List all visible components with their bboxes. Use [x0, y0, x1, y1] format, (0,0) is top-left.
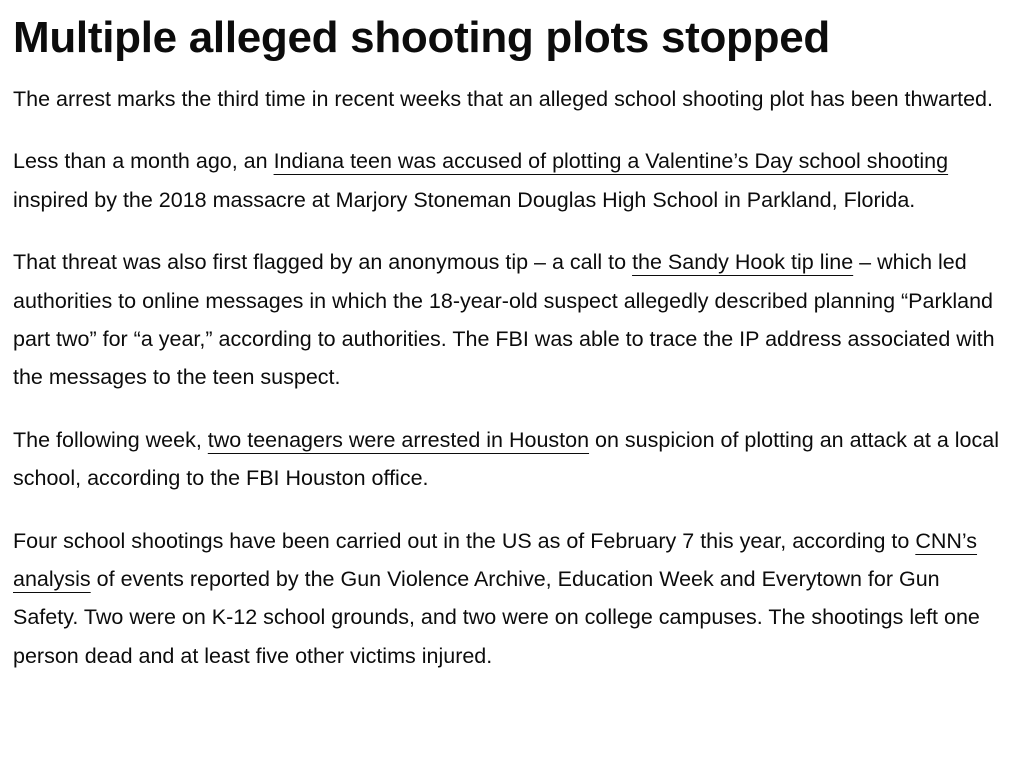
paragraph-text: of events reported by the Gun Violence Archive, Education Week and Everytown for Gun Safety. Two were on K-12 school grounds, and two were on college campuses. The shootings left one person dead and at least five other victims injured.	[13, 567, 980, 668]
paragraph-text: inspired by the 2018 massacre at Marjory Stoneman Douglas High School in Parkland, Florida.	[13, 187, 916, 212]
paragraph-text: Less than a month ago, an	[13, 149, 274, 174]
paragraph-text: That threat was also first flagged by an anonymous tip – a call to	[13, 250, 633, 275]
paragraph-text: The arrest marks the third time in recent weeks that an alleged school shooting plot has been thwarted.	[13, 87, 993, 111]
paragraph-indiana	[13, 142, 1007, 219]
indiana-teen-link[interactable]: Indiana teen was accused of plotting a Valentine’s Day school shooting	[273, 149, 949, 174]
paragraph-text: The following week,	[13, 427, 208, 452]
sandy-hook-tip-line-link[interactable]: the Sandy Hook tip line	[632, 250, 854, 275]
article-headline: Multiple alleged shooting plots stopped	[13, 13, 830, 62]
paragraph-text: Four school shootings have been carried out in the US as of February 7 this year, according to	[13, 528, 916, 553]
paragraph-text: on suspicion of plotting an attack at a local school, according to the FBI Houston office.	[13, 427, 999, 491]
paragraph-text: – which led authorities to online messages in which the 18-year-old suspect allegedly described planning “Parkland part two” for “a year,” according to authorities. The FBI was able to trace the IP address associated with the messages to the teen suspect.	[13, 250, 995, 390]
houston-arrest-link[interactable]: two teenagers were arrested in Houston	[207, 427, 590, 452]
paragraph-shootings-stats	[13, 522, 1007, 676]
paragraph-houston	[13, 421, 1007, 498]
cnn-analysis-link[interactable]: CNN’s analysis	[13, 528, 978, 592]
paragraph-sandy-hook	[13, 243, 1007, 397]
paragraph-arrest	[13, 80, 1007, 118]
